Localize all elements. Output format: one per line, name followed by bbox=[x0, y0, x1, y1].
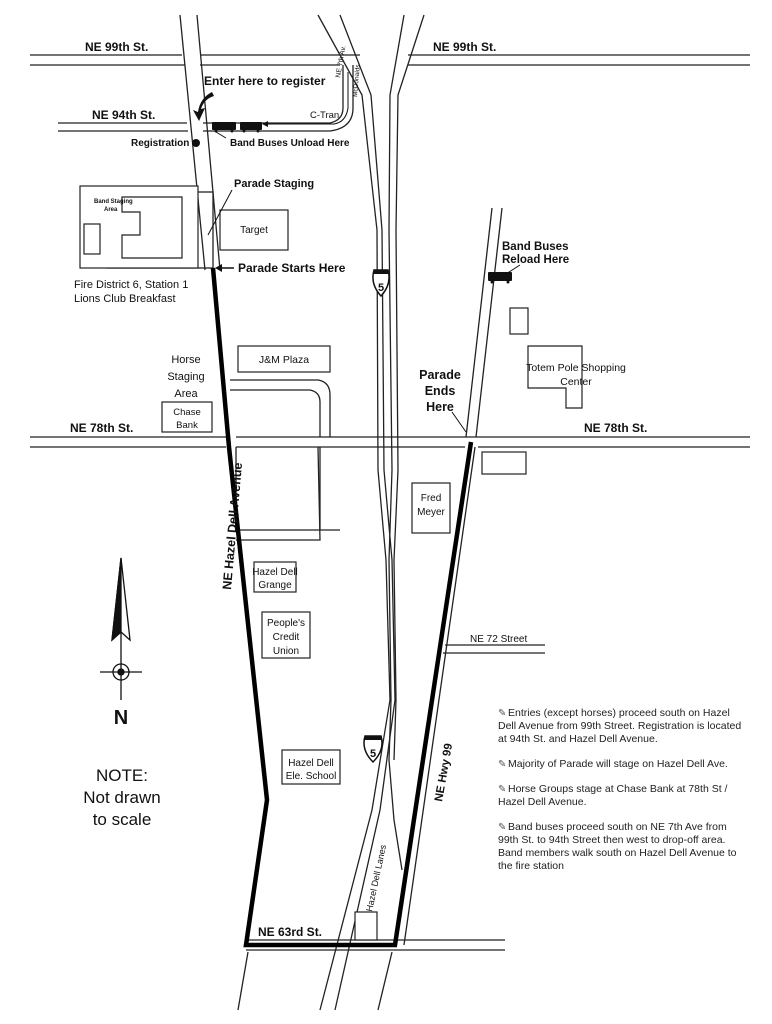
lions-club-label: Lions Club Breakfast bbox=[74, 293, 176, 305]
i5-shield-icon bbox=[373, 270, 389, 296]
ne-99th-street-label: NE 99th St. bbox=[85, 40, 149, 54]
compass-icon bbox=[100, 558, 142, 700]
jm-plaza-label: J&M Plaza bbox=[258, 354, 310, 366]
fred-meyer-label: Fred bbox=[420, 493, 442, 504]
band-staging-label: Band Staging bbox=[94, 199, 133, 205]
band-staging-label: Area bbox=[104, 207, 118, 213]
pen-icon: ✎ bbox=[498, 784, 507, 795]
note-text: Entries (except horses) proceed south on Hazel Dell Avenue from 99th Street. Registration is located at 94th St. and Hazel Dell Avenue. bbox=[498, 707, 742, 745]
horse-staging-label: Area bbox=[174, 388, 198, 400]
school-label: Hazel Dell bbox=[288, 758, 334, 769]
enter-register-label: Enter here to register bbox=[204, 74, 326, 88]
credit-union-label: Union bbox=[272, 646, 300, 657]
credit-union-label: Credit bbox=[272, 632, 300, 643]
ne-7th-avenue-label: NE 7th Av. bbox=[335, 45, 348, 79]
fred-meyer-label: Meyer bbox=[417, 507, 445, 518]
bus-icon bbox=[488, 272, 512, 281]
totem-pole-label: Totem Pole Shopping bbox=[526, 362, 626, 374]
horse-staging-label: Horse bbox=[171, 354, 201, 366]
pen-icon: ✎ bbox=[498, 822, 507, 833]
horse-staging-label: Staging bbox=[167, 371, 205, 383]
band-buses-unload-label: Band Buses Unload Here bbox=[230, 138, 350, 149]
parade-staging-label: Parade Staging bbox=[234, 178, 315, 190]
i5-shield-label: 5 bbox=[369, 748, 377, 760]
i5-shield-icon bbox=[364, 736, 382, 762]
note-text: Majority of Parade will stage on Hazel Dell Ave. bbox=[508, 758, 728, 770]
i5-shield-label: 5 bbox=[377, 282, 385, 294]
ne-72nd-street-label: NE 72 Street bbox=[470, 634, 528, 645]
note-line: to scale bbox=[92, 810, 152, 829]
north-label: N bbox=[113, 707, 129, 729]
note-text: Band buses proceed south on NE 7th Ave from 99th St. to 94th Street then west to drop-off area. Band members walk south on Hazel Dell Avenue to the fire station bbox=[498, 821, 737, 872]
registration-label: Registration bbox=[131, 138, 190, 149]
ne-78th-street-label: NE 78th St. bbox=[584, 421, 648, 435]
chase-bank-label: Bank bbox=[176, 420, 198, 431]
chase-bank-label: Chase bbox=[173, 407, 201, 418]
ne-hwy-99 bbox=[466, 208, 492, 437]
hwy-99-label: NE Hwy 99 bbox=[433, 742, 456, 803]
note-heading: NOTE: bbox=[96, 766, 148, 785]
note-item bbox=[498, 783, 748, 809]
parade-ends-label: Here bbox=[426, 400, 454, 414]
band-buses-reload-label: Reload Here bbox=[502, 254, 570, 266]
credit-union-label: People's bbox=[266, 618, 306, 629]
note-text: Horse Groups stage at Chase Bank at 78th St / Hazel Dell Avenue. bbox=[498, 783, 728, 808]
note-item bbox=[498, 821, 748, 873]
ctran-label: C-Tran bbox=[310, 110, 340, 121]
parade-starts-label: Parade Starts Here bbox=[238, 261, 346, 275]
ne-63rd-street-label: NE 63rd St. bbox=[258, 925, 323, 939]
bus-icon bbox=[240, 122, 262, 130]
note-line: Not drawn bbox=[83, 788, 161, 807]
pen-icon: ✎ bbox=[498, 708, 507, 719]
note-item bbox=[498, 707, 748, 746]
hazel-dell-lanes-label: Hazel Dell Lanes bbox=[364, 843, 389, 913]
grange-label: Grange bbox=[258, 580, 292, 591]
not-to-scale-note bbox=[62, 765, 182, 831]
grange-label: Hazel Dell bbox=[252, 567, 298, 578]
bus-icon bbox=[212, 122, 236, 130]
route-notes bbox=[498, 707, 748, 885]
hazel-dell-avenue-label: NE Hazel Dell Avenue bbox=[220, 461, 246, 591]
note-item bbox=[498, 758, 748, 771]
pen-icon: ✎ bbox=[498, 759, 507, 770]
ne-94th-street-label: NE 94th St. bbox=[92, 108, 156, 122]
target-label: Target bbox=[240, 225, 268, 236]
mcdonalds-label: McDonalds bbox=[352, 64, 362, 98]
ne-99th-street-label: NE 99th St. bbox=[433, 40, 497, 54]
ne-78th-street-label: NE 78th St. bbox=[70, 421, 134, 435]
registration-marker bbox=[192, 139, 200, 147]
band-buses-reload-label: Band Buses bbox=[502, 241, 569, 253]
enter-arrow-icon bbox=[193, 92, 214, 121]
fire-district-label: Fire District 6, Station 1 bbox=[74, 279, 189, 291]
parade-ends-label: Parade bbox=[419, 368, 461, 382]
parade-ends-label: Ends bbox=[424, 384, 456, 398]
totem-pole-label: Center bbox=[560, 376, 592, 388]
school-label: Ele. School bbox=[285, 771, 337, 782]
parade-ends-pointer bbox=[452, 412, 466, 432]
